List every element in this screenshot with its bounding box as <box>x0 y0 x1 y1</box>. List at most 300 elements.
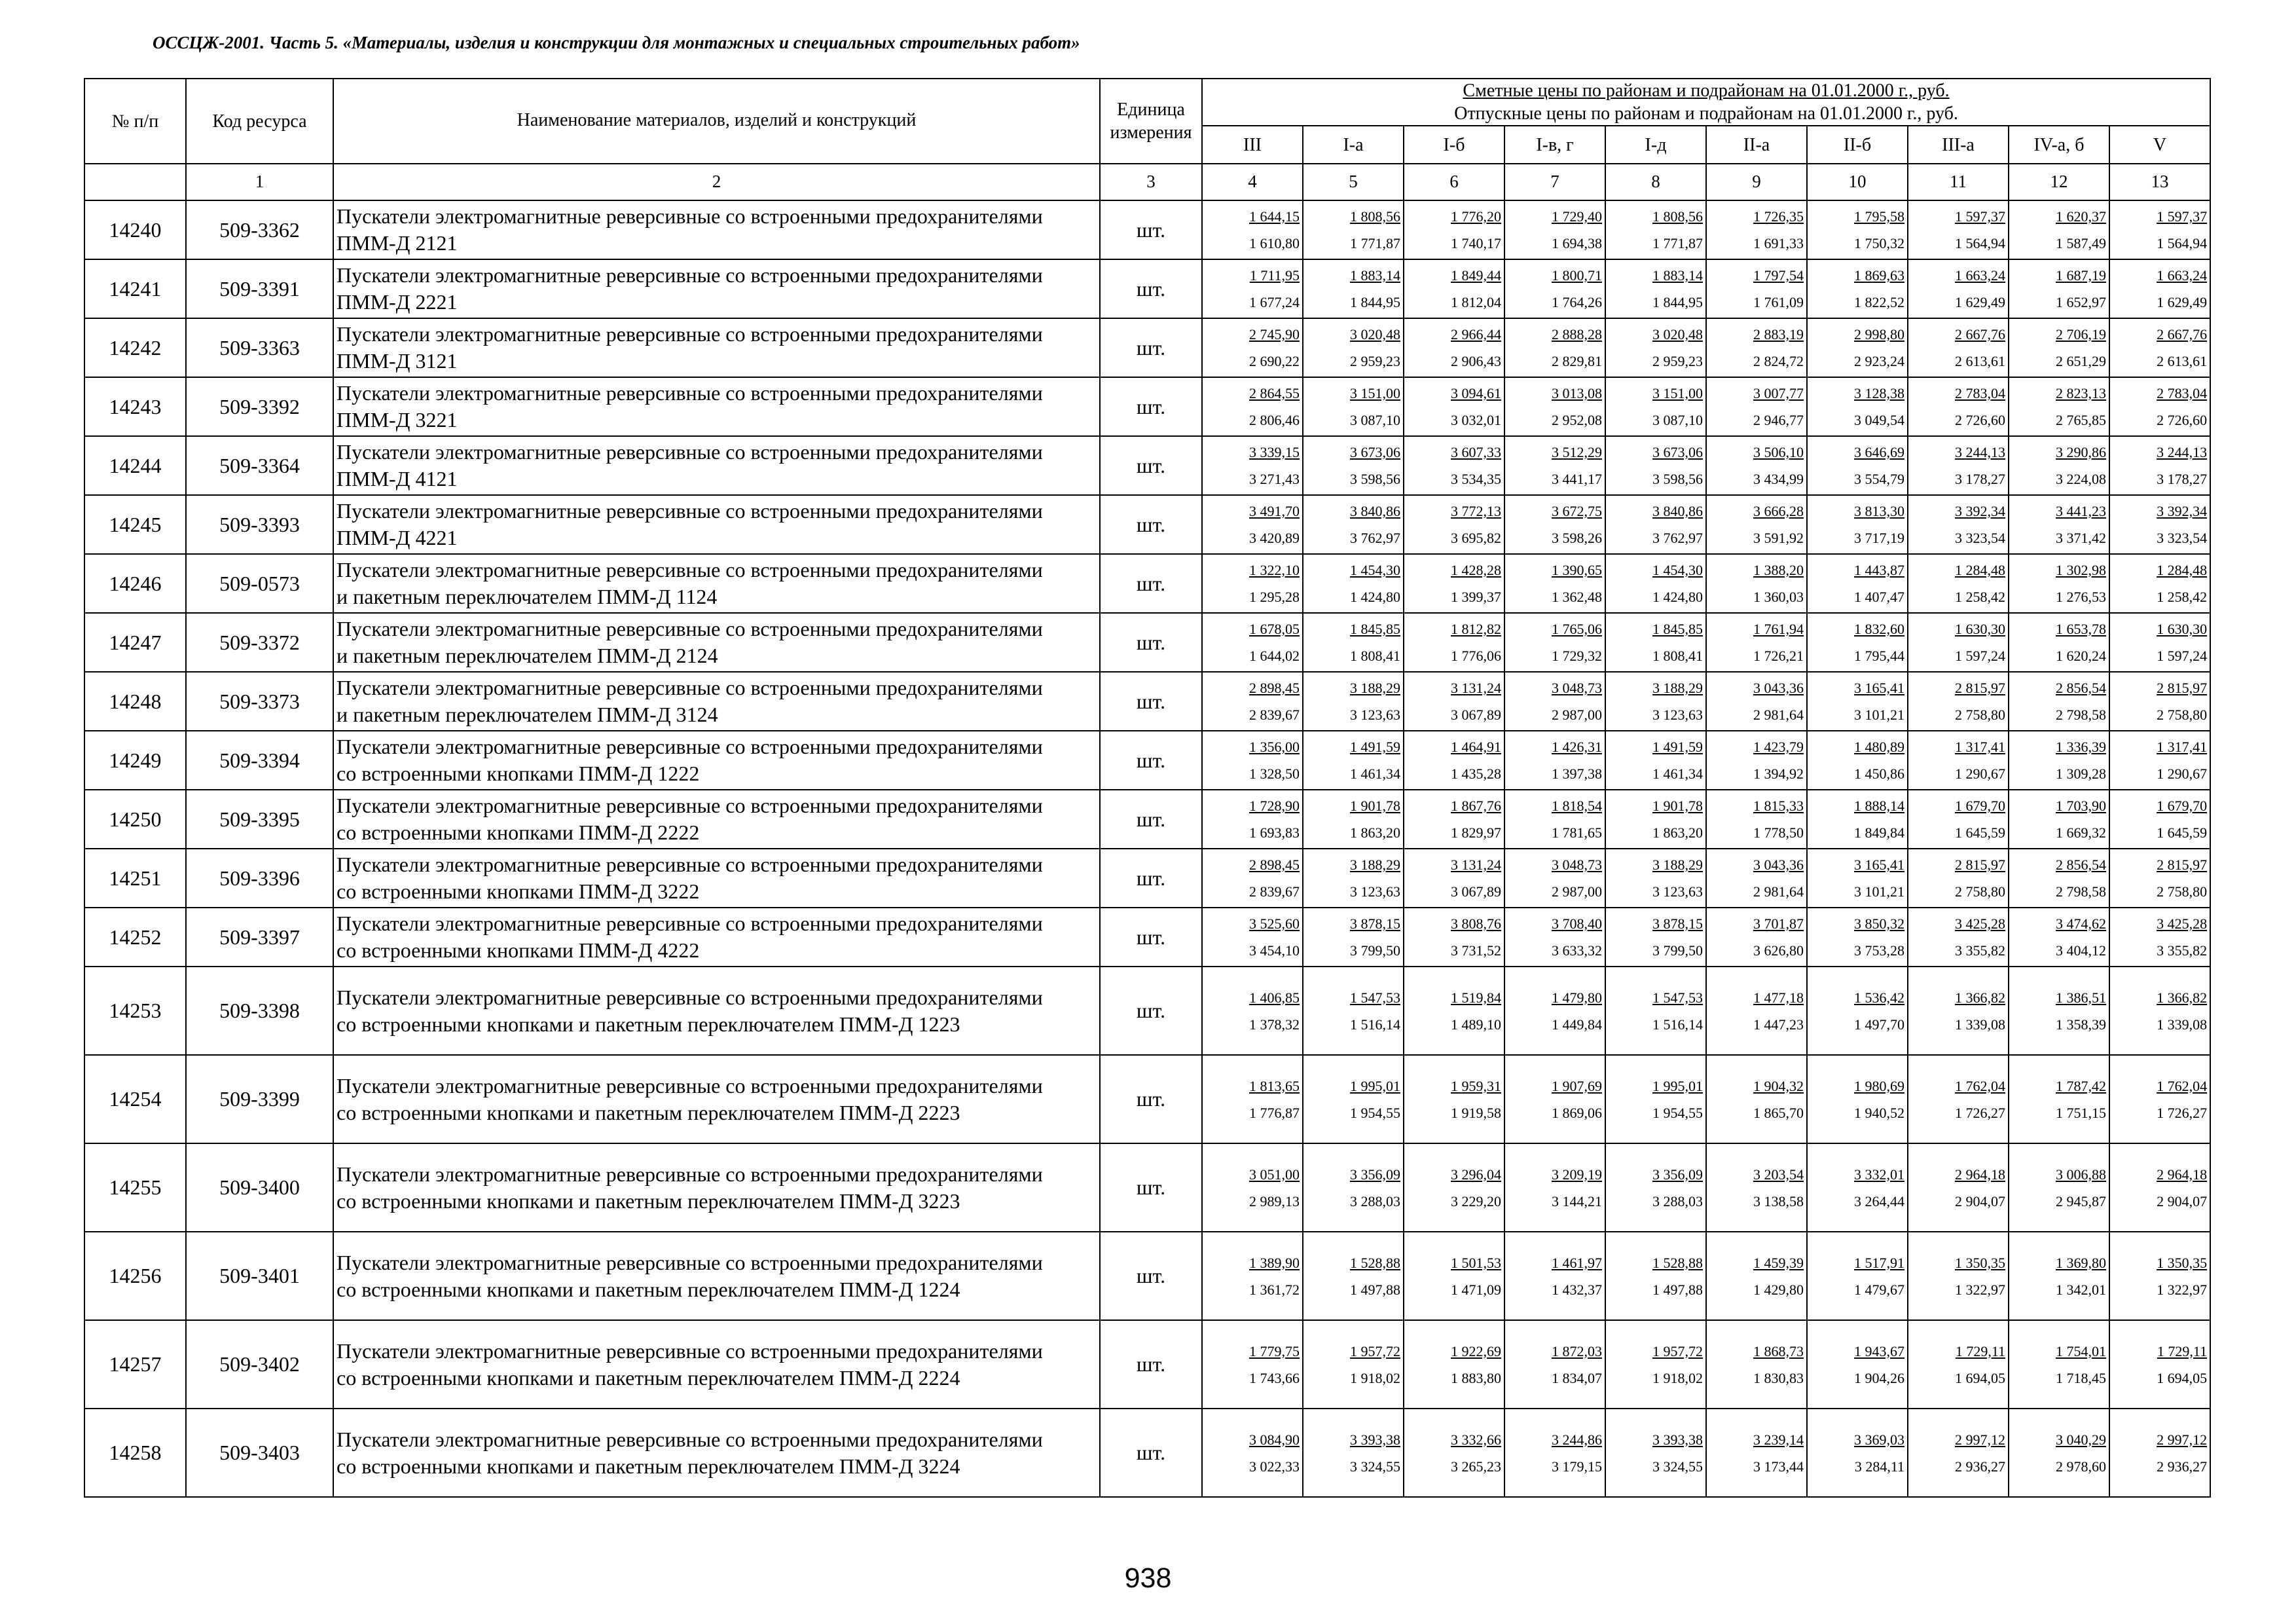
estimate-price: 3 020,48 <box>1350 326 1400 342</box>
estimate-price: 1 679,70 <box>1955 798 2005 814</box>
unit-of-measure: шт. <box>1100 1232 1202 1320</box>
price-cell <box>1706 731 1807 790</box>
estimate-price: 3 840,86 <box>1652 503 1703 519</box>
release-price: 1 822,52 <box>1854 294 1904 310</box>
price-cell <box>1807 908 1908 967</box>
estimate-price: 2 815,97 <box>2157 857 2208 873</box>
estimate-price: 1 687,19 <box>2056 267 2106 284</box>
estimate-price: 2 997,12 <box>1955 1431 2005 1448</box>
price-cell <box>1605 495 1706 554</box>
estimate-price: 1 765,06 <box>1552 621 1602 637</box>
release-price: 1 620,24 <box>2056 648 2106 664</box>
price-cell <box>1807 554 1908 613</box>
price-cell <box>1404 554 1504 613</box>
material-name-line: Пускатели электромагнитные реверсивные со встроенными предохранителями <box>337 1162 1043 1186</box>
release-price: 2 936,27 <box>1955 1458 2005 1475</box>
price-cell <box>1504 908 1605 967</box>
material-name-line: ПММ-Д 4221 <box>337 526 458 549</box>
release-price: 1 361,72 <box>1249 1281 1300 1298</box>
price-cell <box>2009 672 2109 731</box>
price-cell <box>1605 259 1706 318</box>
estimate-price: 1 663,24 <box>1955 267 2005 284</box>
release-price: 3 598,56 <box>1350 471 1400 487</box>
estimate-price: 1 317,41 <box>1955 739 2005 755</box>
release-price: 1 726,21 <box>1753 648 1804 664</box>
header-column-number: 3 <box>1100 164 1202 200</box>
material-name <box>333 672 1100 731</box>
price-cell <box>2009 377 2109 436</box>
price-cell <box>1807 1320 1908 1409</box>
estimate-price: 1 390,65 <box>1552 562 1602 578</box>
table-row <box>84 259 2210 318</box>
price-cell <box>2109 790 2210 849</box>
estimate-price: 3 188,29 <box>1350 680 1400 696</box>
estimate-price: 1 797,54 <box>1753 267 1804 284</box>
price-cell <box>1605 908 1706 967</box>
price-cell <box>1605 672 1706 731</box>
estimate-price: 3 878,15 <box>1350 915 1400 932</box>
release-price: 2 726,60 <box>1955 412 2005 428</box>
row-number: 14255 <box>84 1143 186 1232</box>
table-row <box>84 1320 2210 1409</box>
resource-code: 509-3392 <box>186 377 333 436</box>
price-cell <box>2109 200 2210 259</box>
release-price: 1 564,94 <box>2157 235 2208 251</box>
estimate-price: 1 356,00 <box>1249 739 1300 755</box>
header-column-number: 1 <box>186 164 333 200</box>
estimate-price: 1 815,33 <box>1753 798 1804 814</box>
estimate-price: 1 703,90 <box>2056 798 2106 814</box>
release-price: 2 981,64 <box>1753 707 1804 723</box>
release-price: 1 339,08 <box>1955 1016 2005 1033</box>
row-number: 14241 <box>84 259 186 318</box>
header-region: V <box>2109 126 2210 164</box>
estimate-price: 3 151,00 <box>1350 385 1400 401</box>
estimate-price: 1 302,98 <box>2056 562 2106 578</box>
price-cell <box>1908 967 2009 1055</box>
material-name <box>333 1143 1100 1232</box>
material-name <box>333 436 1100 495</box>
price-cell <box>1908 1409 2009 1497</box>
material-name <box>333 1320 1100 1409</box>
header-prices <box>1202 79 2210 126</box>
price-cell <box>1202 554 1303 613</box>
estimate-price: 1 883,14 <box>1350 267 1400 284</box>
release-price: 3 229,20 <box>1451 1192 1501 1209</box>
price-cell <box>1404 495 1504 554</box>
estimate-price: 1 547,53 <box>1350 989 1400 1006</box>
table-row <box>84 1143 2210 1232</box>
material-name-line: со встроенными кнопками ПММ-Д 3222 <box>337 879 700 903</box>
estimate-price: 3 020,48 <box>1652 326 1703 342</box>
release-price: 1 399,37 <box>1451 589 1501 605</box>
release-price: 2 959,23 <box>1652 353 1703 369</box>
price-cell <box>2009 1055 2109 1143</box>
estimate-price: 3 506,10 <box>1753 444 1804 460</box>
release-price: 2 989,13 <box>1249 1192 1300 1209</box>
release-price: 3 224,08 <box>2056 471 2106 487</box>
release-price: 3 626,80 <box>1753 942 1804 959</box>
estimate-price: 3 356,09 <box>1350 1166 1400 1183</box>
release-price: 2 758,80 <box>2157 707 2208 723</box>
release-price: 3 265,23 <box>1451 1458 1501 1475</box>
price-cell <box>2009 731 2109 790</box>
price-cell <box>1807 495 1908 554</box>
price-cell <box>1504 849 1605 908</box>
estimate-price: 1 729,11 <box>2157 1342 2208 1359</box>
release-price: 1 918,02 <box>1350 1369 1400 1386</box>
price-cell <box>2009 1409 2109 1497</box>
table-body <box>84 200 2210 1497</box>
price-cell <box>1504 377 1605 436</box>
price-cell <box>1807 1055 1908 1143</box>
resource-code: 509-3403 <box>186 1409 333 1497</box>
price-cell <box>1706 672 1807 731</box>
price-cell <box>1605 377 1706 436</box>
resource-code: 509-3373 <box>186 672 333 731</box>
estimate-price: 1 336,39 <box>2056 739 2106 755</box>
estimate-price: 1 366,82 <box>1955 989 2005 1006</box>
release-price: 3 101,21 <box>1854 707 1904 723</box>
estimate-price: 3 525,60 <box>1249 915 1300 932</box>
release-price: 1 729,32 <box>1552 648 1602 664</box>
column-number-row <box>84 164 2210 200</box>
price-cell <box>2109 436 2210 495</box>
price-cell <box>2009 200 2109 259</box>
release-price: 2 987,00 <box>1552 883 1602 900</box>
unit-of-measure: шт. <box>1100 1143 1202 1232</box>
price-cell <box>1404 731 1504 790</box>
price-cell <box>1303 495 1404 554</box>
estimate-price: 1 812,82 <box>1451 621 1501 637</box>
estimate-price: 3 332,01 <box>1854 1166 1904 1183</box>
estimate-price: 1 406,85 <box>1249 989 1300 1006</box>
resource-code: 509-3372 <box>186 613 333 672</box>
resource-code: 509-3394 <box>186 731 333 790</box>
estimate-price: 1 776,20 <box>1451 208 1501 225</box>
price-cell <box>1504 790 1605 849</box>
price-cell <box>2109 1143 2210 1232</box>
price-cell <box>1807 1143 1908 1232</box>
estimate-price: 1 491,59 <box>1350 739 1400 755</box>
price-cell <box>1605 200 1706 259</box>
price-cell <box>1504 200 1605 259</box>
table-row <box>84 1055 2210 1143</box>
unit-of-measure: шт. <box>1100 318 1202 377</box>
release-price: 1 587,49 <box>2056 235 2106 251</box>
estimate-price: 3 772,13 <box>1451 503 1501 519</box>
price-cell <box>1202 1409 1303 1497</box>
resource-code: 509-3399 <box>186 1055 333 1143</box>
row-number: 14257 <box>84 1320 186 1409</box>
estimate-price: 1 454,30 <box>1350 562 1400 578</box>
release-price: 3 534,35 <box>1451 471 1501 487</box>
release-price: 1 751,15 <box>2056 1104 2106 1121</box>
estimate-price: 1 653,78 <box>2056 621 2106 637</box>
price-cell <box>2009 967 2109 1055</box>
price-cell <box>1303 731 1404 790</box>
price-cell <box>1706 259 1807 318</box>
price-cell <box>1404 672 1504 731</box>
estimate-price: 1 663,24 <box>2157 267 2208 284</box>
price-cell <box>1504 1409 1605 1497</box>
estimate-price: 1 761,94 <box>1753 621 1804 637</box>
release-price: 3 731,52 <box>1451 942 1501 959</box>
unit-of-measure: шт. <box>1100 200 1202 259</box>
price-cell <box>1202 436 1303 495</box>
release-price: 1 309,28 <box>2056 766 2106 782</box>
release-price: 2 798,58 <box>2056 707 2106 723</box>
estimate-price: 2 964,18 <box>2157 1166 2208 1183</box>
resource-code: 509-3398 <box>186 967 333 1055</box>
release-price: 2 952,08 <box>1552 412 1602 428</box>
release-price: 2 758,80 <box>2157 883 2208 900</box>
price-cell <box>1303 200 1404 259</box>
price-cell <box>1706 318 1807 377</box>
release-price: 3 324,55 <box>1350 1458 1400 1475</box>
material-name-line: со встроенными кнопками и пакетным переключателем ПММ-Д 3224 <box>337 1454 960 1478</box>
table-row <box>84 436 2210 495</box>
estimate-price: 2 888,28 <box>1552 326 1602 342</box>
estimate-price: 1 943,67 <box>1854 1342 1904 1359</box>
estimate-price: 3 048,73 <box>1552 857 1602 873</box>
price-cell <box>1303 672 1404 731</box>
estimate-price: 1 868,73 <box>1753 1342 1804 1359</box>
row-number: 14243 <box>84 377 186 436</box>
release-price: 1 461,34 <box>1350 766 1400 782</box>
price-cell <box>1303 1055 1404 1143</box>
price-cell <box>1605 1055 1706 1143</box>
header-column-number: 11 <box>1908 164 2009 200</box>
release-price: 2 758,80 <box>1955 883 2005 900</box>
row-number: 14242 <box>84 318 186 377</box>
estimate-price: 3 040,29 <box>2056 1431 2106 1448</box>
estimate-price: 1 388,20 <box>1753 562 1804 578</box>
unit-of-measure: шт. <box>1100 554 1202 613</box>
release-price: 2 945,87 <box>2056 1192 2106 1209</box>
release-price: 1 863,20 <box>1652 824 1703 841</box>
row-number: 14253 <box>84 967 186 1055</box>
release-price: 1 669,32 <box>2056 824 2106 841</box>
estimate-price: 3 013,08 <box>1552 385 1602 401</box>
price-cell <box>1908 731 2009 790</box>
release-price: 1 290,67 <box>1955 766 2005 782</box>
release-price: 3 087,10 <box>1652 412 1703 428</box>
table-row <box>84 790 2210 849</box>
estimate-price: 1 845,85 <box>1652 621 1703 637</box>
material-name <box>333 1055 1100 1143</box>
price-cell <box>2109 259 2210 318</box>
estimate-price: 3 244,13 <box>2157 444 2208 460</box>
material-name-line: Пускатели электромагнитные реверсивные со встроенными предохранителями <box>337 676 1043 699</box>
unit-of-measure: шт. <box>1100 613 1202 672</box>
release-price: 1 360,03 <box>1753 589 1804 605</box>
estimate-price: 3 840,86 <box>1350 503 1400 519</box>
price-cell <box>1706 1409 1807 1497</box>
release-price: 1 424,80 <box>1350 589 1400 605</box>
resource-code: 509-3400 <box>186 1143 333 1232</box>
price-cell <box>1303 613 1404 672</box>
header-column-number <box>84 164 186 200</box>
estimate-price: 1 845,85 <box>1350 621 1400 637</box>
price-cell <box>1202 259 1303 318</box>
price-cell <box>1807 731 1908 790</box>
unit-of-measure: шт. <box>1100 908 1202 967</box>
estimate-price: 2 997,12 <box>2157 1431 2208 1448</box>
material-name-line: Пускатели электромагнитные реверсивные со встроенными предохранителями <box>337 1250 1043 1274</box>
table-row <box>84 908 2210 967</box>
header-unit: Единица измерения <box>1100 79 1202 164</box>
price-cell <box>1908 495 2009 554</box>
release-price: 3 178,27 <box>2157 471 2208 487</box>
table-row <box>84 1409 2210 1497</box>
estimate-price: 1 369,80 <box>2056 1254 2106 1271</box>
estimate-price: 2 883,19 <box>1753 326 1804 342</box>
price-cell <box>2109 672 2210 731</box>
header-column-number: 10 <box>1807 164 1908 200</box>
price-cell <box>1605 1232 1706 1320</box>
release-price: 1 844,95 <box>1350 294 1400 310</box>
resource-code: 509-3363 <box>186 318 333 377</box>
release-price: 1 489,10 <box>1451 1016 1501 1033</box>
price-cell <box>1404 259 1504 318</box>
price-cell <box>1404 1232 1504 1320</box>
estimate-price: 1 284,48 <box>1955 562 2005 578</box>
estimate-price: 3 393,38 <box>1652 1431 1703 1448</box>
release-price: 1 378,32 <box>1249 1016 1300 1033</box>
release-price: 3 049,54 <box>1854 412 1904 428</box>
material-name-line: Пускатели электромагнитные реверсивные со встроенными предохранителями <box>337 735 1043 758</box>
price-cell <box>1908 790 2009 849</box>
resource-code: 509-3396 <box>186 849 333 908</box>
release-price: 1 424,80 <box>1652 589 1703 605</box>
price-cell <box>2009 849 2109 908</box>
header-region: II-а <box>1706 126 1807 164</box>
release-price: 3 355,82 <box>1955 942 2005 959</box>
estimate-price: 1 454,30 <box>1652 562 1703 578</box>
estimate-price: 1 901,78 <box>1350 798 1400 814</box>
release-price: 3 123,63 <box>1350 883 1400 900</box>
unit-of-measure: шт. <box>1100 849 1202 908</box>
price-cell <box>2109 1320 2210 1409</box>
price-cell <box>1202 318 1303 377</box>
estimate-price: 3 043,36 <box>1753 857 1804 873</box>
price-cell <box>1605 731 1706 790</box>
price-cell <box>2009 790 2109 849</box>
estimate-price: 3 048,73 <box>1552 680 1602 696</box>
price-cell <box>1706 1320 1807 1409</box>
price-cell <box>1404 790 1504 849</box>
release-price: 2 829,81 <box>1552 353 1602 369</box>
header-region: III-а <box>1908 126 2009 164</box>
estimate-price: 2 667,76 <box>2157 326 2208 342</box>
price-cell <box>2009 318 2109 377</box>
header-region: I-в, г <box>1504 126 1605 164</box>
estimate-price: 1 922,69 <box>1451 1342 1501 1359</box>
resource-code: 509-3393 <box>186 495 333 554</box>
estimate-price: 1 322,10 <box>1249 562 1300 578</box>
price-cell <box>1807 200 1908 259</box>
release-price: 2 987,00 <box>1552 707 1602 723</box>
estimate-price: 2 745,90 <box>1249 326 1300 342</box>
row-number: 14251 <box>84 849 186 908</box>
price-cell <box>1807 967 1908 1055</box>
price-cell <box>1404 849 1504 908</box>
estimate-price: 1 366,82 <box>2157 989 2208 1006</box>
price-cell <box>1605 1320 1706 1409</box>
release-price: 3 288,03 <box>1350 1192 1400 1209</box>
price-cell <box>2009 554 2109 613</box>
release-price: 3 138,58 <box>1753 1192 1804 1209</box>
material-name <box>333 259 1100 318</box>
header-prices-estimate: Сметные цены по районам и подрайонам на 01.01.2000 г., руб. <box>1463 81 1950 101</box>
estimate-price: 3 007,77 <box>1753 385 1804 401</box>
release-price: 1 597,24 <box>1955 648 2005 664</box>
estimate-price: 1 832,60 <box>1854 621 1904 637</box>
price-cell <box>1908 200 2009 259</box>
estimate-price: 1 980,69 <box>1854 1077 1904 1094</box>
header-region: I-а <box>1303 126 1404 164</box>
header-region: I-д <box>1605 126 1706 164</box>
release-price: 3 284,11 <box>1854 1458 1904 1475</box>
price-cell <box>2009 1143 2109 1232</box>
estimate-price: 2 667,76 <box>1955 326 2005 342</box>
release-price: 3 264,44 <box>1854 1192 1904 1209</box>
table-row <box>84 967 2210 1055</box>
estimate-price: 3 188,29 <box>1652 857 1703 873</box>
release-price: 3 067,89 <box>1451 707 1501 723</box>
unit-of-measure: шт. <box>1100 436 1202 495</box>
estimate-price: 1 620,37 <box>2056 208 2106 225</box>
material-name-line: ПММ-Д 3121 <box>337 349 458 373</box>
estimate-price: 1 491,59 <box>1652 739 1703 755</box>
release-price: 1 258,42 <box>1955 589 2005 605</box>
release-price: 2 824,72 <box>1753 353 1804 369</box>
header-name: Наименование материалов, изделий и конструкций <box>333 79 1100 164</box>
price-cell <box>1202 790 1303 849</box>
release-price: 1 795,44 <box>1854 648 1904 664</box>
price-cell <box>1404 436 1504 495</box>
estimate-price: 3 607,33 <box>1451 444 1501 460</box>
price-cell <box>1706 967 1807 1055</box>
material-name <box>333 613 1100 672</box>
resource-code: 509-3395 <box>186 790 333 849</box>
price-cell <box>1706 613 1807 672</box>
price-cell <box>1303 554 1404 613</box>
release-price: 1 830,83 <box>1753 1369 1804 1386</box>
estimate-price: 3 131,24 <box>1451 857 1501 873</box>
price-cell <box>1303 908 1404 967</box>
price-cell <box>1706 377 1807 436</box>
release-price: 3 799,50 <box>1652 942 1703 959</box>
table-row <box>84 613 2210 672</box>
price-cell <box>1908 613 2009 672</box>
price-cell <box>1706 554 1807 613</box>
price-cell <box>1404 200 1504 259</box>
release-price: 3 123,63 <box>1652 883 1703 900</box>
release-price: 2 978,60 <box>2056 1458 2106 1475</box>
release-price: 1 771,87 <box>1350 235 1400 251</box>
release-price: 1 750,32 <box>1854 235 1904 251</box>
release-price: 1 629,49 <box>1955 294 2005 310</box>
resource-code: 509-3402 <box>186 1320 333 1409</box>
row-number: 14254 <box>84 1055 186 1143</box>
price-cell <box>1706 849 1807 908</box>
price-cell <box>1404 377 1504 436</box>
release-price: 1 447,23 <box>1753 1016 1804 1033</box>
release-price: 1 652,97 <box>2056 294 2106 310</box>
price-cell <box>1202 967 1303 1055</box>
